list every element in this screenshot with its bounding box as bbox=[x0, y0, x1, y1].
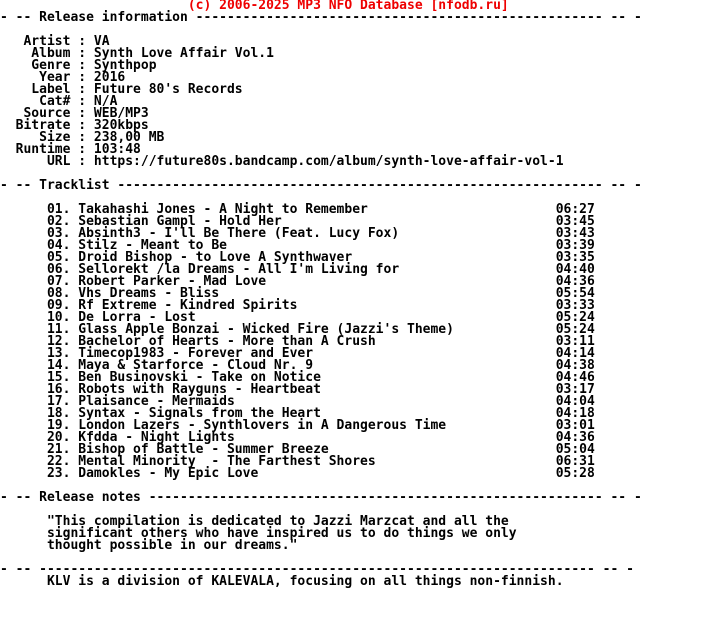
info-field: Year : 2016 bbox=[0, 70, 126, 85]
info-field: Album : Synth Love Affair Vol.1 bbox=[0, 46, 274, 61]
track-row: 16. Robots with Rayguns - Heartbeat 03:17 bbox=[0, 382, 595, 397]
track-row: 13. Timecop1983 - Forever and Ever 04:14 bbox=[0, 346, 595, 361]
info-field: Genre : Synthpop bbox=[0, 58, 157, 73]
info-field: Artist : VA bbox=[0, 34, 110, 49]
track-row: 10. De Lorra - Lost 05:24 bbox=[0, 310, 595, 325]
text-line: significant others who have inspired us to do things we only bbox=[0, 526, 517, 541]
info-field: Label : Future 80's Records bbox=[0, 82, 243, 97]
track-row: 19. London Lazers - Synthlovers in A Dangerous Time 03:01 bbox=[0, 418, 595, 433]
track-row: 07. Robert Parker - Mad Love 04:36 bbox=[0, 274, 595, 289]
text-line: "This compilation is dedicated to Jazzi Marzcat and all the bbox=[0, 514, 509, 529]
track-row: 18. Syntax - Signals from the Heart 04:18 bbox=[0, 406, 595, 421]
track-row: 05. Droid Bishop - to Love A Synthwaver 03:35 bbox=[0, 250, 595, 265]
track-row: 08. Vhs Dreams - Bliss 05:54 bbox=[0, 286, 595, 301]
section-divider: - -- ----------------------------------------------------------------------- -- - bbox=[0, 562, 634, 577]
track-row: 03. Absinth3 - I'll Be There (Feat. Lucy Fox) 03:43 bbox=[0, 226, 595, 241]
info-field: Source : WEB/MP3 bbox=[0, 106, 149, 121]
section-divider: - -- Release notes ---------------------------------------------------------- -- - bbox=[0, 490, 642, 505]
track-row: 09. Rf Extreme - Kindred Spirits 03:33 bbox=[0, 298, 595, 313]
track-row: 02. Sebastian Gampl - Hold Her 03:45 bbox=[0, 214, 595, 229]
track-row: 15. Ben Businovski - Take on Notice 04:46 bbox=[0, 370, 595, 385]
info-field: Runtime : 103:48 bbox=[0, 142, 141, 157]
info-field: URL : https://future80s.bandcamp.com/album/synth-love-affair-vol-1 bbox=[0, 154, 564, 169]
track-row: 23. Damokles - My Epic Love 05:28 bbox=[0, 466, 595, 481]
track-row: 12. Bachelor of Hearts - More than A Crush 03:11 bbox=[0, 334, 595, 349]
info-field: Size : 238,00 MB bbox=[0, 130, 165, 145]
track-row: 11. Glass Apple Bonzai - Wicked Fire (Jazzi's Theme) 05:24 bbox=[0, 322, 595, 337]
track-row: 21. Bishop of Battle - Summer Breeze 05:04 bbox=[0, 442, 595, 457]
section-divider: - -- Tracklist -------------------------------------------------------------- -- - bbox=[0, 178, 642, 193]
track-row: 06. Sellorekt /la Dreams - All I'm Living for 04:40 bbox=[0, 262, 595, 277]
text-line: KLV is a division of KALEVALA, focusing on all things non-finnish. bbox=[0, 574, 564, 589]
track-row: 04. Stilz - Meant to Be 03:39 bbox=[0, 238, 595, 253]
track-row: 22. Mental Minority - The Farthest Shores 06:31 bbox=[0, 454, 595, 469]
info-field: Cat# : N/A bbox=[0, 94, 118, 109]
section-divider: - -- Release information ---------------------------------------------------- -- - bbox=[0, 10, 642, 25]
info-field: Bitrate : 320kbps bbox=[0, 118, 149, 133]
track-row: 01. Takahashi Jones - A Night to Remember 06:27 bbox=[0, 202, 595, 217]
track-row: 17. Plaisance - Mermaids 04:04 bbox=[0, 394, 595, 409]
text-line: thought possible in our dreams." bbox=[0, 538, 298, 553]
track-row: 14. Maya & Starforce - Cloud Nr. 9 04:38 bbox=[0, 358, 595, 373]
track-row: 20. Kfdda - Night Lights 04:36 bbox=[0, 430, 595, 445]
copyright-banner: (c) 2006-2025 MP3 NFO Database [nfodb.ru] bbox=[0, 0, 509, 13]
